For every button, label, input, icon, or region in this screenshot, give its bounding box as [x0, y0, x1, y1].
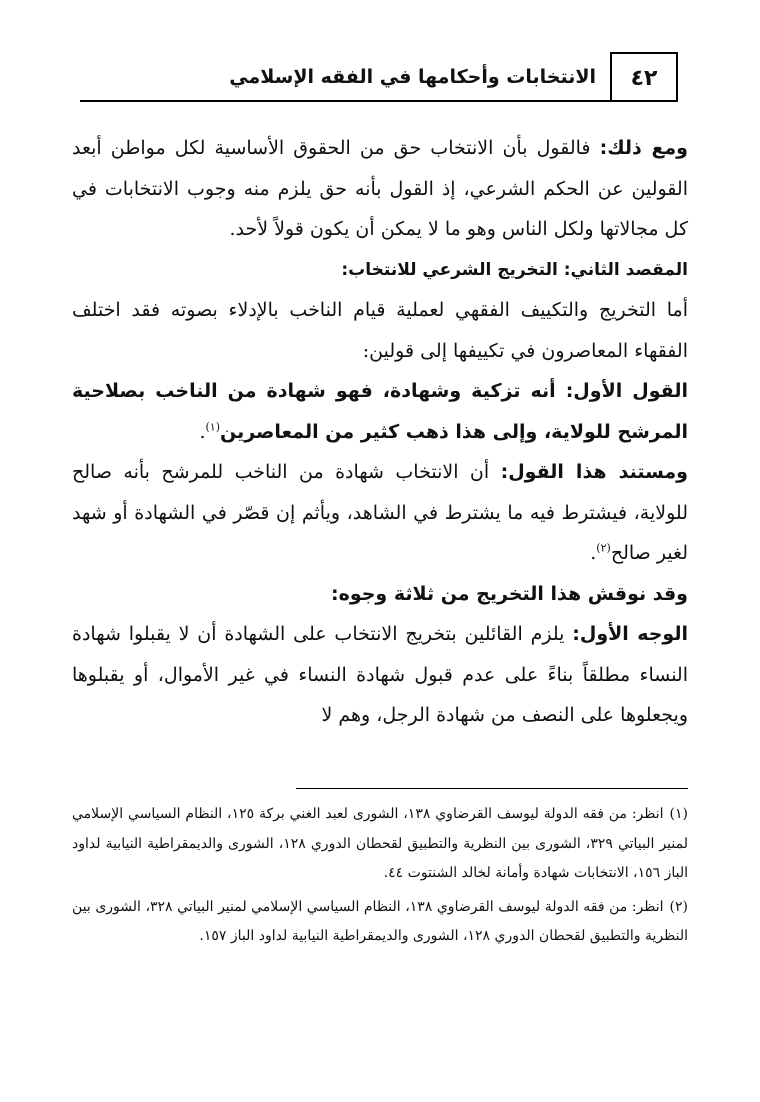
footnote-1-number: (١) — [669, 806, 688, 822]
footnote-1 — [72, 800, 688, 889]
paragraph-5: وقد نوقش هذا التخريج من ثلاثة وجوه: — [331, 582, 688, 605]
footnote-separator — [296, 788, 688, 789]
paragraph-4-end: . — [590, 542, 597, 564]
footnote-ref-1[interactable]: (١) — [205, 420, 220, 434]
footnote-2 — [72, 893, 688, 952]
page-header — [80, 52, 678, 102]
paragraph-2: أما التخريج والتكييف الفقهي لعملية قيام الناخب بالإدلاء بصوته فقد اختلف الفقهاء المعاصرون في تكييفها إلى قولين: — [72, 299, 688, 362]
section-heading: المقصد الثاني: التخريج الشرعي للانتخاب: — [341, 259, 688, 280]
footnote-2-text: انظر: من فقه الدولة ليوسف القرضاوي ١٣٨، النظام السياسي الإسلامي لمنير البياتي ٣٢٨، الشورى بين النظرية والتطبيق لقحطان الدوري ١٢٨، الشورى والديمقراطية النيابية لداود الباز ١٥٧. — [72, 898, 688, 944]
footnotes — [72, 800, 688, 956]
page-number: ٤٢ — [610, 52, 678, 102]
paragraph-1 — [72, 128, 688, 250]
paragraph-3 — [72, 371, 688, 452]
paragraph-4-text: أن الانتخاب شهادة من الناخب للمرشح بأنه صالح للولاية، فيشترط فيه ما يشترط في الشاهد، ويأثم إن قصّر في الشهادة أو شهد لغير صالح — [72, 461, 688, 564]
paragraph-3-text: أنه تزكية وشهادة، فهو شهادة من الناخب بصلاحية المرشح للولاية، وإلى هذا ذهب كثير من المعاصرين — [72, 380, 688, 443]
footnote-ref-2[interactable]: (٢) — [596, 541, 611, 555]
footnote-1-text: انظر: من فقه الدولة ليوسف القرضاوي ١٣٨، الشورى لعبد الغني بركة ١٢٥، النظام السياسي الإسلامي لمنير البياتي ٣٢٩، الشورى بين النظرية والتطبيق لقحطان الدوري ١٢٨، الشورى والديمقراطية النيابية لداود الباز ١٥٦، الانتخابات شهادة وأمانة لخالد الشنتوت ٤٤. — [72, 806, 688, 881]
paragraph-4 — [72, 452, 688, 574]
running-title: الانتخابات وأحكامها في الفقه الإسلامي — [229, 66, 596, 88]
paragraph-6-text: يلزم القائلين بتخريج الانتخاب على الشهادة أن لا يقبلوا شهادة النساء مطلقاً بناءً على عدم قبول شهادة النساء في غير الأموال، أو يقبلوها ويجعلوها على النصف من شهادة الرجل، وهم لا — [72, 623, 688, 726]
paragraph-6-lead: الوجه الأول: — [572, 623, 688, 645]
paragraph-1-text: فالقول بأن الانتخاب حق من الحقوق الأساسية لكل مواطن أبعد القولين عن الحكم الشرعي، إذ القول بأنه حق يلزم منه وجوب الانتخابات في كل مجالاتها ولكل الناس وهو ما لا يمكن أن يكون قولاً لأحد. — [72, 137, 688, 240]
paragraph-6 — [72, 614, 688, 736]
paragraph-4-lead: ومستند هذا القول: — [500, 461, 688, 483]
header-rule — [80, 100, 678, 102]
footnote-2-number: (٢) — [669, 898, 688, 915]
paragraph-3-end: . — [199, 420, 206, 443]
paragraph-1-lead: ومع ذلك: — [599, 137, 688, 159]
body-text — [72, 128, 688, 736]
paragraph-3-lead: القول الأول: — [565, 380, 688, 402]
